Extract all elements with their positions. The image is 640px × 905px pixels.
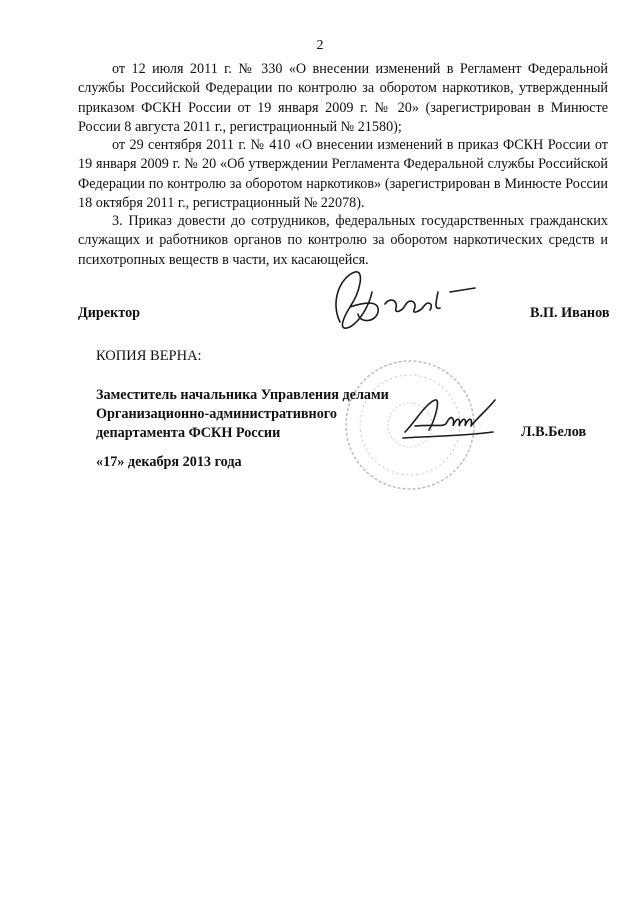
paragraph-order-410: от 29 сентября 2011 г. № 410 «О внесении изменений в приказ ФСКН России от 19 января 2009 г. № 20 «Об утверждении Регламента Федеральной службы Российской Федерации по контролю за оборотом наркотиков» (зарегистрирован в Минюсте России 18 октября 2011 г., регистрационный № 22078). [78,137,608,211]
director-name: В.П. Иванов [530,305,610,321]
copy-position-line-2: Организационно-административного [96,406,337,422]
page-number: 2 [316,38,324,53]
director-title: Директор [78,305,141,321]
copy-signer-name: Л.В.Белов [521,424,587,440]
paragraph-item-3: 3. Приказ довести до сотрудников, федеральных государственных гражданских служащих и работников органов по контролю за оборотом наркотических средств и психотропных веществ в части, их касающейся. [78,213,608,268]
copy-verified-header: КОПИЯ ВЕРНА: [96,348,202,364]
copy-date: «17» декабря 2013 года [96,454,242,470]
copy-signer-signature [395,392,505,452]
paragraph-order-330: от 12 июля 2011 г. № 330 «О внесении изменений в Регламент Федеральной службы Российской Федерации по контролю за оборотом наркотиков, утвержденный приказом ФСКН России от 19 января 2009 г. № 20» (зарегистрирован в Минюсте России 8 августа 2011 г., регистрационный № 21580); [78,61,608,135]
copy-position-line-3: департамента ФСКН России [96,425,281,441]
copy-position [96,386,389,443]
copy-position-line-1: Заместитель начальника Управления делами [96,387,389,403]
director-signature [310,262,510,342]
